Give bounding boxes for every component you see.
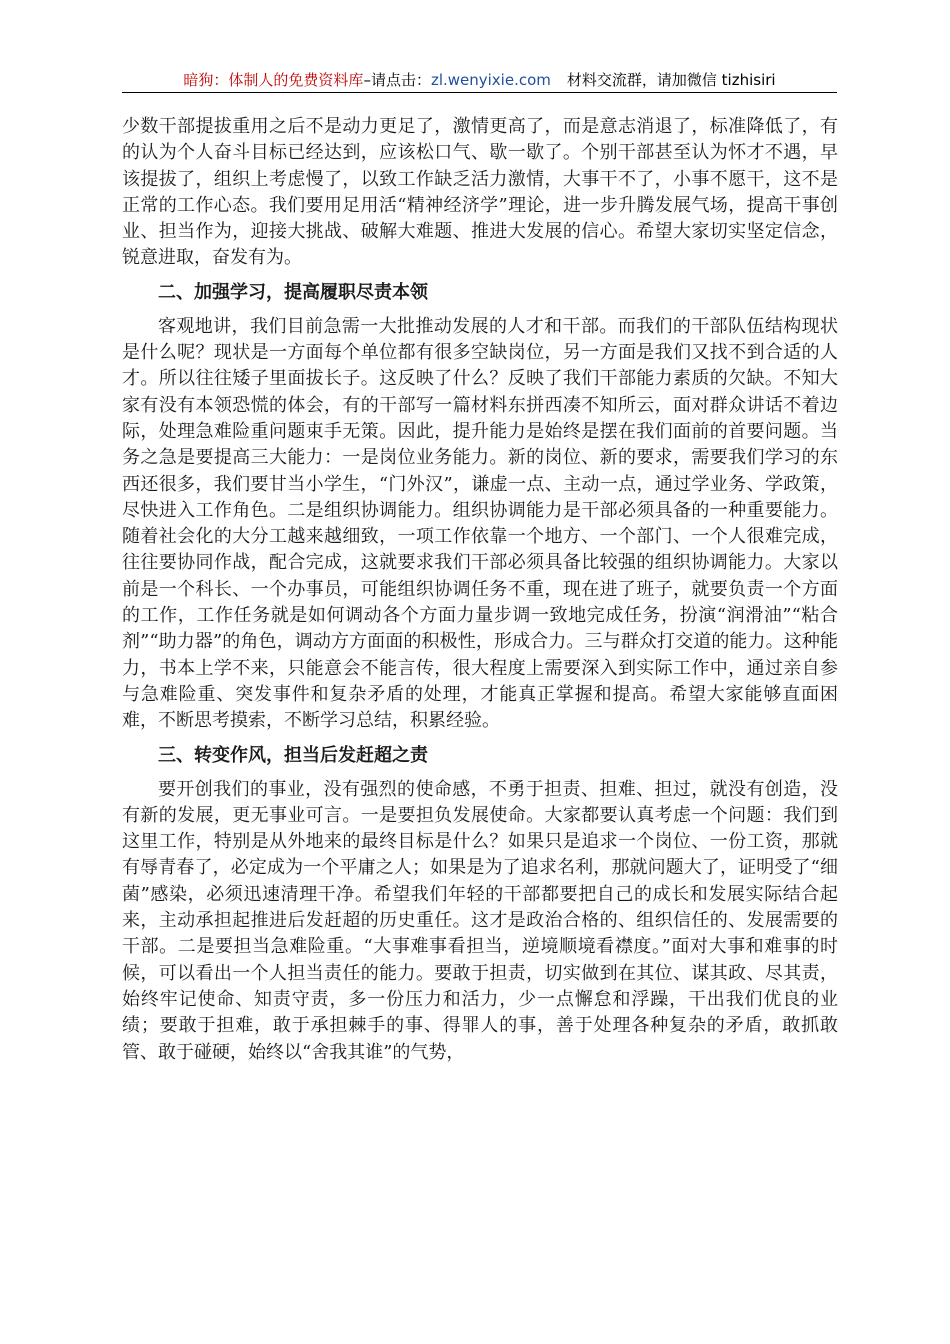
header-click-text: –请点击：: [363, 71, 431, 89]
paragraph-1: 少数干部提拔重用之后不是动力更足了，激情更高了，而是意志消退了，标准降低了，有的认为个人奋斗目标已经达到，应该松口气、歇一歇了。个别干部甚至认为怀才不遇，早该提拔了，组织上考虑慢了，以致工作缺乏活力激情，大事干不了，小事不愿干，这不是正常的工作心态。我们要用足用活“精神经济学”理论，进一步升腾发展气场，提高干事创业、担当作为，迎接大挑战、破解大难题、推进大发展的信心。希望大家切实坚定信念，锐意进取，奋发有为。: [122, 116, 838, 269]
header-group-text: 材料交流群，请加微信 tizhisiri: [566, 71, 776, 89]
paragraph-3: 要开创我们的事业，没有强烈的使命感，不勇于担责、担难、担过，就没有创造，没有新的发展，更无事业可言。一是要担负发展使命。大家都要认真考虑一个问题：我们到这里工作，特别是从外地来的最终目标是什么？如果只是追求一个岗位、一份工资，那就有辱青春了，必定成为一个平庸之人；如果是为了追求名利，那就问题大了，证明受了“细菌”感染，必须迅速清理干净。希望我们年轻的干部都要把自己的成长和发展实际结合起来，主动承担起推进后发赶超的历史重任。这才是政治合格的、组织信任的、发展需要的干部。二是要担当急难险重。“大事难事看担当，逆境顺境看襟度。”面对大事和难事的时候，可以看出一个人担当责任的能力。要敢于担责，切实做到在其位、谋其政、尽其责，始终牢记使命、知责守责，多一份压力和活力，少一点懈怠和浮躁，干出我们优良的业绩；要敢于担难，敢于承担棘手的事、得罪人的事，善于处理各种复杂的矛盾，敢抓敢管、敢于碰硬，始终以“舍我其谁”的气势，: [122, 778, 838, 1063]
paragraph-2: 客观地讲，我们目前急需一大批推动发展的人才和干部。而我们的干部队伍结构现状是什么呢？现状是一方面每个单位都有很多空缺岗位，另一方面是我们又找不到合适的人才。所以往往矮子里面拔长子。这反映了什么？反映了我们干部能力素质的欠缺。不知大家有没有本领恐慌的体会，有的干部写一篇材料东拼西凑不知所云，面对群众讲话不着边际，处理急难险重问题束手无策。因此，提升能力是始终是摆在我们面前的首要问题。当务之急是要提高三大能力：一是岗位业务能力。新的岗位、新的要求，需要我们学习的东西还很多，我们要甘当小学生，“门外汉”，谦虚一点、主动一点，通过学业务、学政策，尽快进入工作角色。二是组织协调能力。组织协调能力是干部必须具备的一种重要能力。随着社会化的大分工越来越细致，一项工作依靠一个地方、一个部门、一个人很难完成，往往要协同作战，配合完成，这就要求我们干部必须具备比较强的组织协调能力。大家以前是一个科长、一个办事员，可能组织协调任务不重，现在进了班子，就要负责一个方面的工作，工作任务就是如何调动各个方面力量步调一致地完成任务，扮演“润滑油”“粘合剂”“助力器”的角色，调动方方面面的积极性，形成合力。三与群众打交道的能力。这种能力，书本上学不来，只能意会不能言传，很大程度上需要深入到实际工作中，通过亲自参与急难险重、突发事件和复杂矛盾的处理，才能真正掌握和提高。希望大家能够直面困难，不断思考摸索，不断学习总结，积累经验。: [122, 315, 838, 732]
section-heading-3: 三、转变作风，担当后发赶超之责: [158, 744, 428, 766]
section-heading-2: 二、加强学习，提高履职尽责本领: [158, 281, 428, 303]
header-brand: 暗狗：体制人的免费资料库: [183, 71, 364, 89]
document-body: [122, 114, 838, 1066]
header-url-link[interactable]: zl.wenyixie.com: [430, 71, 551, 89]
page-header: [122, 70, 837, 93]
